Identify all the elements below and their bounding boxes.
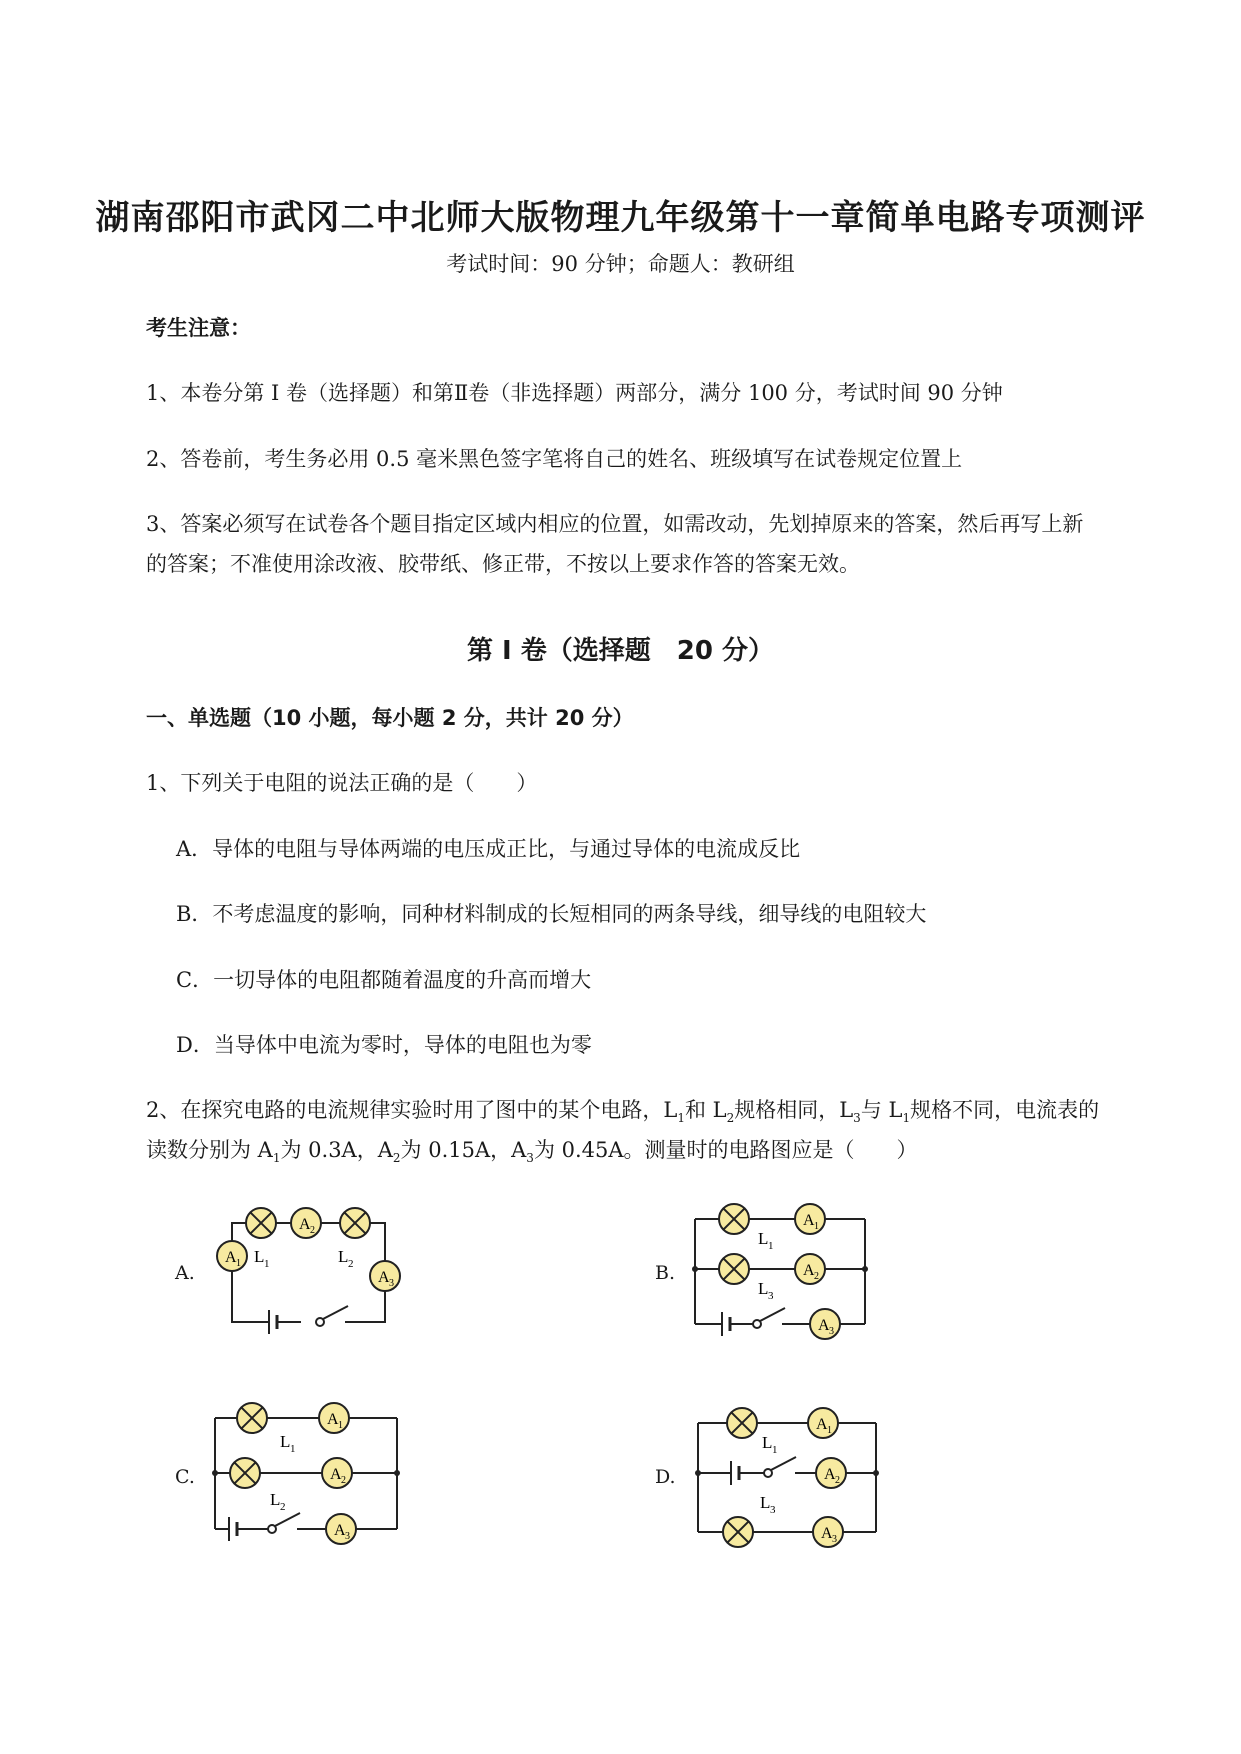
battery-icon bbox=[722, 1312, 730, 1336]
ammeter-icon bbox=[795, 1204, 825, 1234]
circuit-b-label: B. bbox=[655, 1262, 676, 1284]
wire bbox=[232, 1271, 269, 1322]
ammeter-icon bbox=[810, 1309, 840, 1339]
q1-option-d: D．当导体中电流为零时，导体的电阻也为零 bbox=[176, 1033, 592, 1057]
lamp-icon bbox=[727, 1408, 757, 1438]
lamp-label-subscript: 1 bbox=[772, 1444, 778, 1456]
junction-dot bbox=[692, 1266, 698, 1272]
lamp-icon bbox=[246, 1208, 276, 1238]
circuit-d-label: D. bbox=[655, 1466, 676, 1488]
wire bbox=[232, 1223, 247, 1241]
lamp-label-subscript: 2 bbox=[280, 1501, 286, 1513]
ammeter-icon bbox=[816, 1458, 846, 1488]
notice-item-3-cont: 的答案；不准使用涂改液、胶带纸、修正带，不按以上要求作答的答案无效。 bbox=[146, 552, 860, 576]
lamp-label: L bbox=[762, 1433, 773, 1452]
ammeter-icon bbox=[813, 1517, 843, 1547]
lamp-label: L bbox=[758, 1279, 769, 1298]
lamp-label-subscript: 3 bbox=[768, 1290, 774, 1302]
question-2-stem-line1: 2、在探究电路的电流规律实验时用了图中的某个电路，$L_1$和 $L_2$规格相同，$L_3$与 $L_1$规格不同，电流表的 bbox=[146, 1098, 1100, 1126]
lamp-label: L bbox=[254, 1247, 265, 1266]
notice-item-3: 3、答案必须写在试卷各个题目指定区域内相应的位置，如需改动，先划掉原来的答案，然后再写上新 bbox=[146, 512, 1084, 536]
ammeter-label: A bbox=[816, 1416, 828, 1433]
ammeter-subscript: 1 bbox=[827, 1425, 832, 1436]
part-heading: 一、单选题（10 小题，每小题 2 分，共计 20 分） bbox=[146, 706, 634, 730]
lamp-label: L bbox=[280, 1432, 291, 1451]
ammeter-subscript: 2 bbox=[310, 1225, 315, 1236]
notice-heading: 考生注意： bbox=[146, 316, 251, 340]
switch-icon bbox=[753, 1308, 785, 1328]
ammeter-label: A bbox=[225, 1249, 237, 1266]
junction-dot bbox=[873, 1470, 879, 1476]
wire bbox=[370, 1223, 385, 1261]
lamp-icon bbox=[719, 1204, 749, 1234]
circuit-a-label: A. bbox=[175, 1262, 195, 1284]
ammeter-icon bbox=[808, 1408, 838, 1438]
switch-pivot bbox=[268, 1525, 276, 1533]
section-title: 第 I 卷（选择题 20 分） bbox=[466, 636, 774, 666]
lamp-icon bbox=[719, 1254, 749, 1284]
ammeter-label: A bbox=[334, 1522, 346, 1539]
ammeter-subscript: 3 bbox=[389, 1278, 394, 1289]
ammeter-subscript: 3 bbox=[829, 1326, 834, 1337]
junction-dot bbox=[862, 1266, 868, 1272]
question-1-stem: 1、下列关于电阻的说法正确的是（ ） bbox=[146, 771, 538, 795]
ammeter-subscript: 1 bbox=[236, 1258, 241, 1269]
switch-icon bbox=[268, 1513, 300, 1533]
ammeter-label: A bbox=[803, 1212, 815, 1229]
battery-icon bbox=[269, 1310, 277, 1334]
ammeter-label: A bbox=[327, 1411, 339, 1428]
switch-icon bbox=[764, 1457, 796, 1477]
page-title: 湖南邵阳市武冈二中北师大版物理九年级第十一章简单电路专项测评 bbox=[95, 198, 1146, 238]
junction-dot bbox=[695, 1470, 701, 1476]
ammeter-label: A bbox=[824, 1466, 836, 1483]
ammeter-label: A bbox=[330, 1466, 342, 1483]
switch-icon bbox=[316, 1306, 348, 1326]
lamp-label: L bbox=[758, 1229, 769, 1248]
lamp-label-subscript: 1 bbox=[768, 1240, 774, 1252]
lamp-label: L bbox=[760, 1493, 771, 1512]
ammeter-subscript: 2 bbox=[814, 1271, 819, 1282]
ammeter-subscript: 1 bbox=[338, 1420, 343, 1431]
ammeter-icon bbox=[291, 1208, 321, 1238]
ammeter-icon bbox=[217, 1241, 247, 1271]
notice-item-1: 1、本卷分第 I 卷（选择题）和第Ⅱ卷（非选择题）两部分，满分 100 分，考试时间 90 分钟 bbox=[146, 381, 1003, 405]
lamp-label-subscript: 1 bbox=[290, 1443, 296, 1455]
lamp-label-subscript: 1 bbox=[264, 1258, 270, 1270]
ammeter-label: A bbox=[818, 1317, 830, 1334]
junction-dot bbox=[394, 1470, 400, 1476]
ammeter-icon bbox=[322, 1458, 352, 1488]
circuit-c-label: C. bbox=[175, 1466, 195, 1488]
switch-blade bbox=[275, 1513, 300, 1526]
junction-dot bbox=[212, 1470, 218, 1476]
ammeter-icon bbox=[319, 1403, 349, 1433]
lamp-icon bbox=[340, 1208, 370, 1238]
lamp-icon bbox=[230, 1458, 260, 1488]
switch-pivot bbox=[764, 1469, 772, 1477]
ammeter-subscript: 3 bbox=[832, 1534, 837, 1545]
switch-pivot bbox=[316, 1318, 324, 1326]
ammeter-icon bbox=[370, 1261, 400, 1291]
exam-info: 考试时间：90 分钟；命题人：教研组 bbox=[446, 252, 795, 276]
lamp-label: L bbox=[270, 1490, 281, 1509]
ammeter-subscript: 3 bbox=[345, 1531, 350, 1542]
notice-item-2: 2、答卷前，考生务必用 0.5 毫米黑色签字笔将自己的姓名、班级填写在试卷规定位置上 bbox=[146, 447, 963, 471]
ammeter-subscript: 2 bbox=[341, 1475, 346, 1486]
switch-blade bbox=[771, 1457, 796, 1470]
switch-pivot bbox=[753, 1320, 761, 1328]
battery-icon bbox=[229, 1517, 237, 1541]
battery-icon bbox=[731, 1461, 739, 1485]
ammeter-icon bbox=[326, 1514, 356, 1544]
ammeter-subscript: 1 bbox=[814, 1221, 819, 1232]
ammeter-label: A bbox=[299, 1216, 311, 1233]
q1-option-b: B．不考虑温度的影响，同种材料制成的长短相同的两条导线，细导线的电阻较大 bbox=[176, 902, 927, 926]
ammeter-label: A bbox=[378, 1269, 390, 1286]
ammeter-label: A bbox=[803, 1262, 815, 1279]
lamp-label-subscript: 2 bbox=[348, 1258, 354, 1270]
lamp-label-subscript: 3 bbox=[770, 1504, 776, 1516]
lamp-icon bbox=[237, 1403, 267, 1433]
lamp-icon bbox=[723, 1517, 753, 1547]
ammeter-icon bbox=[795, 1254, 825, 1284]
switch-blade bbox=[760, 1308, 785, 1321]
q1-option-c: C．一切导体的电阻都随着温度的升高而增大 bbox=[176, 968, 592, 992]
question-2-stem-line2: 读数分别为 $A_1$为 0.3A，$A_2$为 0.15A，$A_3$为 0.45A。测量时的电路图应是（ ） bbox=[146, 1138, 918, 1166]
wire bbox=[345, 1291, 385, 1322]
ammeter-subscript: 2 bbox=[835, 1475, 840, 1486]
switch-blade bbox=[323, 1306, 348, 1319]
lamp-label: L bbox=[338, 1247, 349, 1266]
ammeter-label: A bbox=[821, 1525, 833, 1542]
q1-option-a: A．导体的电阻与导体两端的电压成正比，与通过导体的电流成反比 bbox=[176, 837, 801, 861]
